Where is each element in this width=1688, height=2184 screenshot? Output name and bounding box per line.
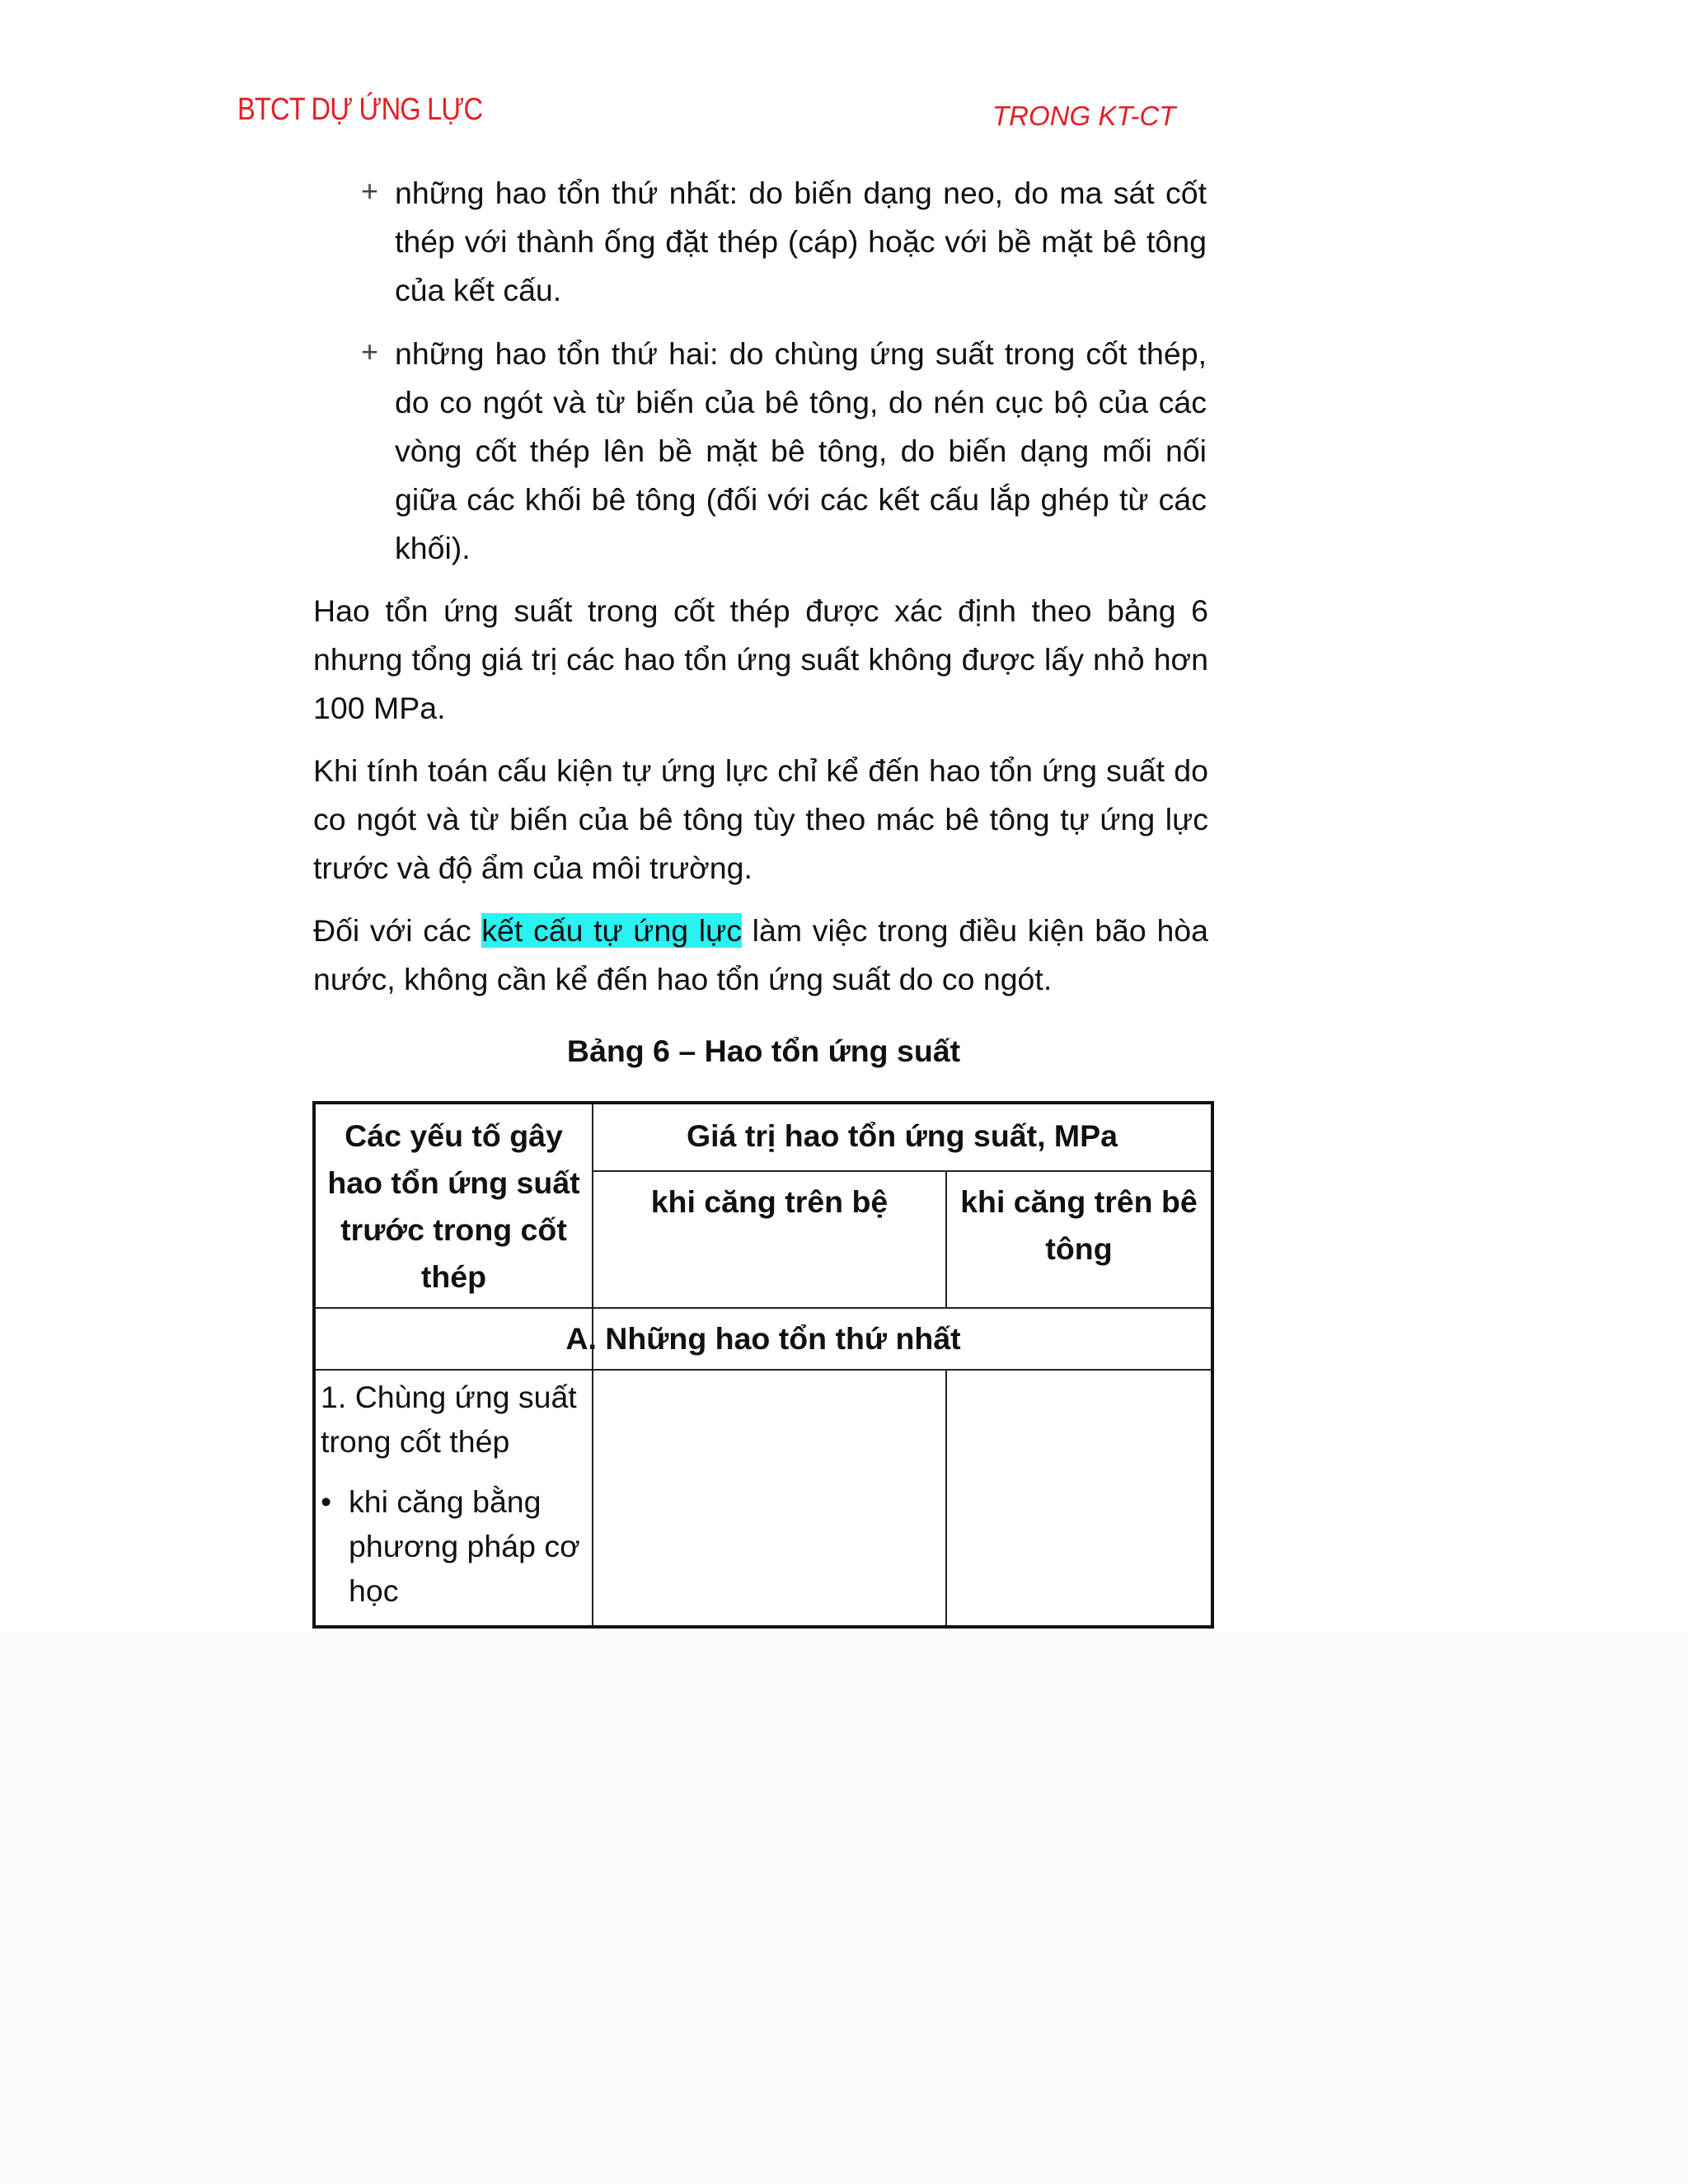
column-header-factors: Các yếu tố gây hao tổn ứng suất trước trong cốt thép xyxy=(327,1118,580,1294)
loss-table xyxy=(312,1101,1214,1629)
bullet-dot-icon: • xyxy=(321,1484,332,1519)
paragraph-3-end: làm việc trong điều kiện bão hòa nước, không cần kể đến hao tổn ứng suất do co ngót. xyxy=(313,913,1209,996)
bullet-item xyxy=(361,169,1210,317)
paragraph-3 xyxy=(313,907,1208,1004)
plus-bullet-icon: + xyxy=(361,174,379,208)
header-title-right: TRONG KT-CT xyxy=(992,101,1176,131)
bullet-text: những hao tổn thứ hai: do chùng ứng suất trong cốt thép, do co ngót và từ biến của bê tông, do nén cục bộ của các vòng cốt thép lên bề mặt bê tông, do biến dạng mối nối giữa các khối bê tông (đối với các kết cấu lắp ghép từ các khối). xyxy=(395,336,1207,565)
column-group-header: Giá trị hao tổn ứng suất, MPa xyxy=(686,1118,1118,1153)
row-label-relaxation: 1. Chùng ứng suất trong cốt thép xyxy=(321,1380,577,1459)
column-header-on-bed: khi căng trên bệ xyxy=(650,1184,889,1219)
paragraph-2: Khi tính toán cấu kiện tự ứng lực chỉ kể đến hao tổn ứng suất do co ngót và từ biến của bê tông tùy theo mác bê tông tự ứng lực trước và độ ẩm của môi trường. xyxy=(313,753,1208,885)
bullet-item xyxy=(361,330,1210,577)
plus-bullet-icon: + xyxy=(361,335,379,368)
section-header-a: A. Những hao tổn thứ nhất xyxy=(565,1321,961,1356)
page-lower-area xyxy=(0,1632,1688,2184)
table-title: Bảng 6 – Hao tổn ứng suất xyxy=(566,1033,961,1068)
table-divider xyxy=(945,1371,947,1625)
paragraph-1: Hao tổn ứng suất trong cốt thép được xác định theo bảng 6 nhưng tổng giá trị các hao tổn ứng suất không được lấy nhỏ hơn 100 MPa. xyxy=(313,593,1208,725)
header-title-left: BTCT DỰ ỨNG LỰC xyxy=(237,92,483,127)
highlighted-text: kết cấu tự ứng lực xyxy=(481,913,742,948)
paragraph-3-start: Đối với các xyxy=(313,913,482,948)
table-divider xyxy=(316,1369,1211,1371)
column-header-on-concrete: khi căng trên bê tông xyxy=(960,1184,1198,1266)
table-divider xyxy=(316,1307,1211,1309)
row-sub-item-text: khi căng bằng phương pháp cơ học xyxy=(349,1484,580,1608)
table-divider xyxy=(593,1170,1211,1172)
bullet-text: những hao tổn thứ nhất: do biến dạng neo, do ma sát cốt thép với thành ống đặt thép (cáp) hoặc với bề mặt bê tông của kết cấu. xyxy=(395,176,1207,307)
